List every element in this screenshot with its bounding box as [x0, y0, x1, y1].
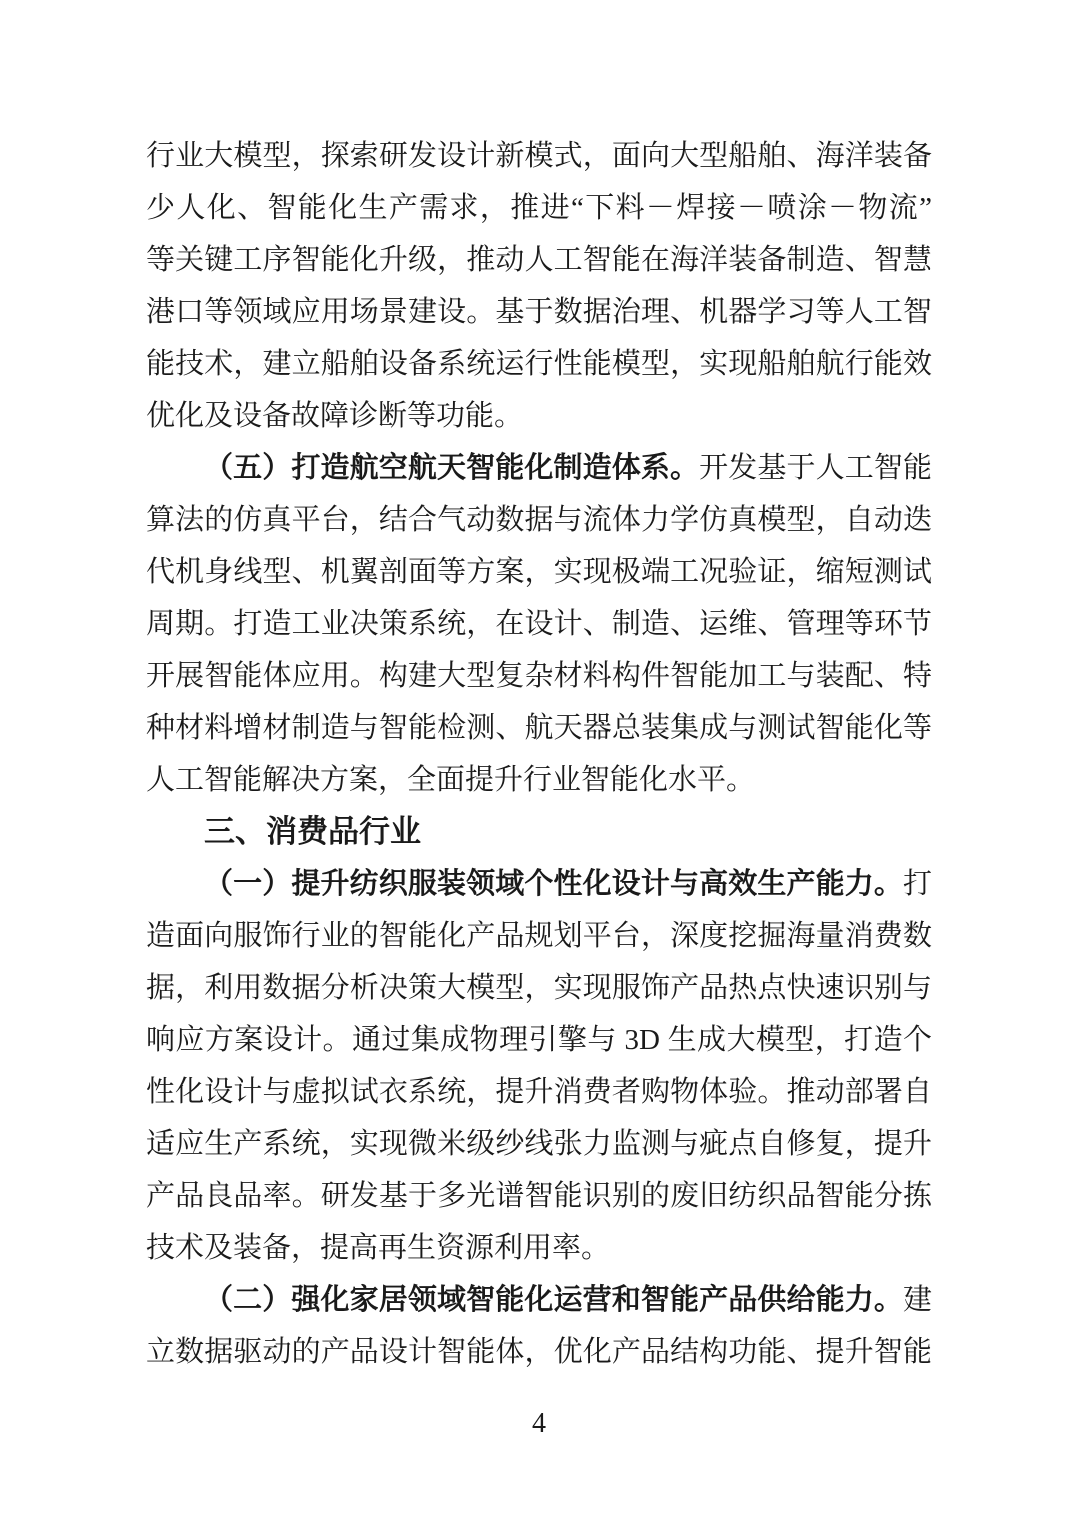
body-text: 性化设计与虚拟试衣系统，提升消费者购物体验。推动部署自 — [146, 1076, 932, 1108]
body-text: 技术及装备，提高再生资源利用率。 — [146, 1232, 611, 1264]
body-text: 周期。打造工业决策系统，在设计、制造、运维、管理等环节 — [146, 608, 932, 640]
body-line — [146, 494, 932, 546]
body-line — [146, 962, 932, 1014]
body-line — [146, 702, 932, 754]
body-text: 开发基于人工智能 — [699, 452, 932, 484]
body-text: 等关键工序智能化升级，推动人工智能在海洋装备制造、智慧 — [146, 244, 932, 276]
body-line — [146, 1222, 932, 1274]
paragraph-lead: （二）强化家居领域智能化运营和智能产品供给能力。 — [204, 1284, 903, 1316]
body-line — [146, 1326, 932, 1378]
body-line — [146, 1170, 932, 1222]
body-text: 人工智能解决方案，全面提升行业智能化水平。 — [146, 764, 756, 796]
body-text: 开展智能体应用。构建大型复杂材料构件智能加工与装配、特 — [146, 660, 932, 692]
body-text: 造面向服饰行业的智能化产品规划平台，深度挖掘海量消费数 — [146, 920, 932, 952]
body-line — [146, 338, 932, 390]
body-text: 优化及设备故障诊断等功能。 — [146, 400, 524, 432]
body-line — [146, 182, 932, 234]
body-line — [146, 442, 932, 494]
section-heading-text: 三、消费品行业 — [204, 814, 421, 849]
body-line — [146, 286, 932, 338]
section-heading — [146, 806, 932, 858]
body-text: 行业大模型，探索研发设计新模式，面向大型船舶、海洋装备 — [146, 140, 932, 172]
body-line — [146, 234, 932, 286]
paragraph-lead: （一）提升纺织服装领域个性化设计与高效生产能力。 — [204, 868, 903, 900]
body-text: 适应生产系统，实现微米级纱线张力监测与疵点自修复，提升 — [146, 1128, 932, 1160]
body-line — [146, 1066, 932, 1118]
body-line — [146, 1118, 932, 1170]
body-line — [146, 910, 932, 962]
body-line — [146, 1274, 932, 1326]
body-text: 据，利用数据分析决策大模型，实现服饰产品热点快速识别与 — [146, 972, 932, 1004]
body-text: 少人化、智能化生产需求，推进“下料－焊接－喷涂－物流” — [146, 192, 932, 224]
body-text: 打 — [902, 868, 932, 900]
body-text: 代机身线型、机翼剖面等方案，实现极端工况验证，缩短测试 — [146, 556, 932, 588]
body-text: 能技术，建立船舶设备系统运行性能模型，实现船舶航行能效 — [146, 348, 932, 380]
paragraph-lead: （五）打造航空航天智能化制造体系。 — [204, 452, 700, 484]
body-line — [146, 858, 932, 910]
body-line — [146, 598, 932, 650]
body-text: 立数据驱动的产品设计智能体，优化产品结构功能、提升智能 — [146, 1336, 932, 1368]
body-line — [146, 390, 932, 442]
body-text: 算法的仿真平台，结合气动数据与流体力学仿真模型，自动迭 — [146, 504, 932, 536]
body-line — [146, 546, 932, 598]
body-text: 种材料增材制造与智能检测、航天器总装集成与测试智能化等 — [146, 712, 932, 744]
body-line — [146, 1014, 932, 1066]
page-number: 4 — [532, 1408, 546, 1439]
body-text: 产品良品率。研发基于多光谱智能识别的废旧纺织品智能分拣 — [146, 1180, 932, 1212]
body-line — [146, 754, 932, 806]
body-text: 建 — [902, 1284, 932, 1316]
body-text: 港口等领域应用场景建设。基于数据治理、机器学习等人工智 — [146, 296, 932, 328]
body-line — [146, 650, 932, 702]
body-line — [146, 130, 932, 182]
body-text: 响应方案设计。通过集成物理引擎与 3D 生成大模型，打造个 — [146, 1024, 932, 1056]
